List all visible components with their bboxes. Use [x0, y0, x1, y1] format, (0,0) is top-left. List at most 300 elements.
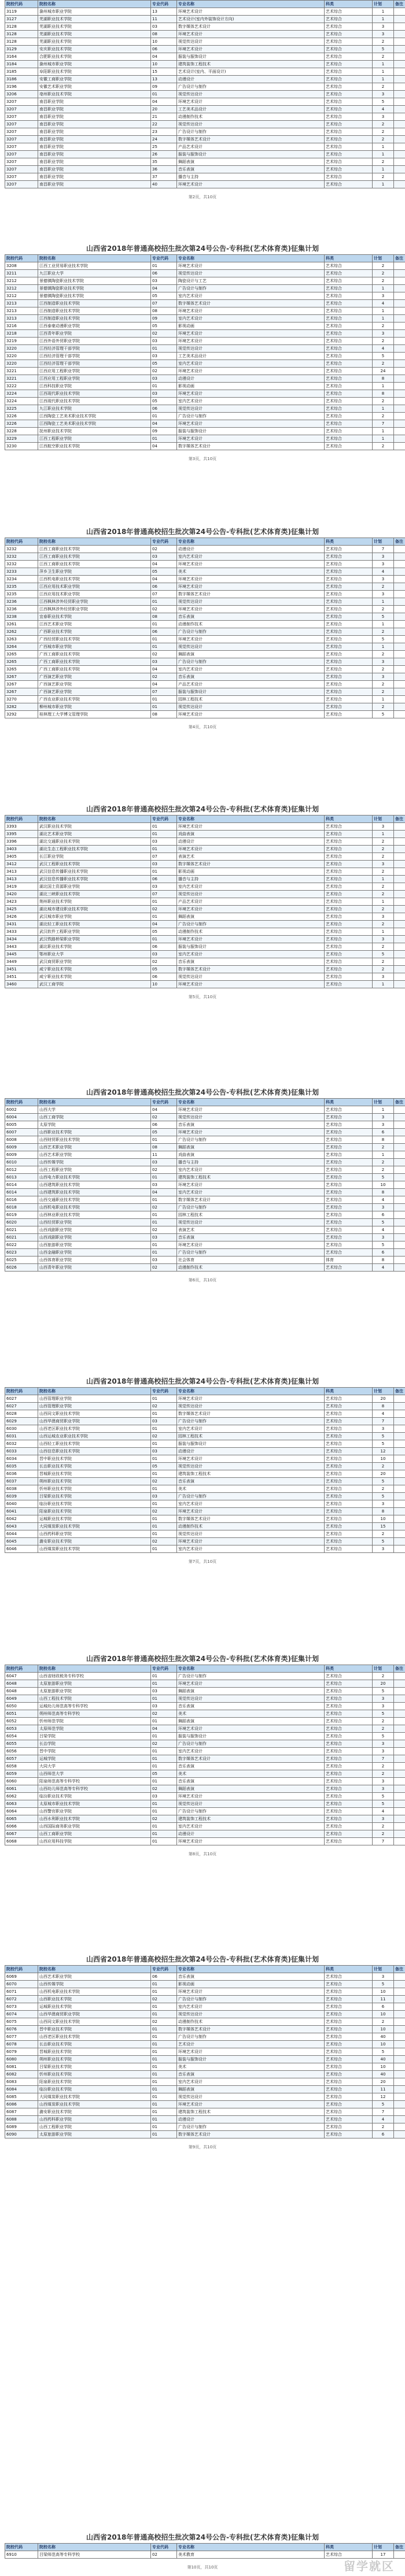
cell-subject: 艺术综合	[325, 2086, 373, 2093]
cell-subject: 艺术综合	[325, 2018, 373, 2026]
cell-subject: 艺术综合	[325, 1249, 373, 1257]
cell-school-name: 宜春职业技术学院	[38, 613, 151, 621]
header-subject: 科类	[325, 1966, 373, 1973]
page-footer	[0, 1559, 405, 1565]
table-row	[5, 323, 405, 330]
cell-major-code: 02	[151, 546, 177, 553]
cell-school-name: 山西同文职业技术学院	[38, 1410, 151, 1418]
cell-subject: 艺术综合	[325, 285, 373, 292]
cell-major-name: 服装与服饰设计	[177, 1440, 325, 1448]
cell-major-code: 23	[151, 128, 177, 136]
cell-subject: 艺术综合	[325, 1823, 373, 1830]
cell-school-name: 太原师范学院	[38, 1725, 151, 1733]
cell-note	[394, 38, 405, 46]
cell-school-code: 6064	[5, 1808, 38, 1815]
cell-school-name: 湖北生态工程职业技术学院	[38, 846, 151, 853]
cell-school-code: 3413	[5, 868, 38, 876]
cell-school-code: 3265	[5, 666, 38, 673]
cell-major-name: 表演艺术	[177, 853, 325, 861]
cell-subject: 艺术综合	[325, 1710, 373, 1718]
table-row	[5, 91, 405, 98]
table-row	[5, 1433, 405, 1440]
cell-school-name: 山西林业职业技术学院	[38, 1211, 151, 1219]
header-school-name: 院校名称	[38, 255, 151, 262]
cell-note	[394, 1500, 405, 1508]
cell-major-code: 03	[151, 1448, 177, 1455]
cell-school-code: 3292	[5, 711, 38, 718]
header-school-name: 院校名称	[38, 816, 151, 823]
cell-major-code: 04	[151, 285, 177, 292]
cell-major-code: 01	[151, 1800, 177, 1808]
footer-suffix: 页，共10页	[195, 2145, 217, 2149]
cell-subject: 艺术综合	[325, 1478, 373, 1485]
cell-school-name: 山西电力职业技术学院	[38, 1174, 151, 1181]
cell-school-name: 南昌职业学院	[38, 181, 151, 188]
table-row	[5, 1463, 405, 1470]
cell-school-code: 6043	[5, 1523, 38, 1530]
table-row	[5, 846, 405, 853]
cell-major-name: 视觉传达设计	[177, 38, 325, 46]
cell-subject: 艺术综合	[325, 1166, 373, 1174]
cell-major-name: 广告设计与制作	[177, 128, 325, 136]
cell-subject: 艺术综合	[325, 1740, 373, 1748]
cell-school-name: 山西煤炭职业技术学院	[38, 2101, 151, 2108]
cell-major-code: 01	[151, 2011, 177, 2018]
cell-plan: 1	[373, 307, 394, 315]
cell-plan: 2	[373, 883, 394, 891]
cell-major-name: 环境艺术设计	[177, 368, 325, 375]
cell-major-name: 环境艺术设计	[177, 307, 325, 315]
cell-plan: 7	[373, 1838, 394, 1845]
cell-plan: 2	[373, 846, 394, 853]
cell-major-name: 数字媒体艺术设计	[177, 300, 325, 307]
footer-prefix: 第	[188, 457, 193, 461]
cell-school-name: 江西经济管理干部学院	[38, 345, 151, 353]
cell-note	[394, 1226, 405, 1234]
cell-major-name: 工艺美术品设计	[177, 353, 325, 360]
cell-subject: 艺术综合	[325, 666, 373, 673]
footer-prefix: 第	[188, 195, 193, 199]
cell-plan: 2	[373, 2123, 394, 2131]
cell-major-name: 数字媒体艺术设计	[177, 2026, 325, 2033]
cell-major-name: 音乐表演	[177, 1478, 325, 1485]
cell-school-code: 6039	[5, 1493, 38, 1500]
cell-plan: 2	[373, 688, 394, 696]
cell-note	[394, 1808, 405, 1815]
table-row	[5, 906, 405, 913]
cell-major-code: 01	[151, 1981, 177, 1988]
cell-subject: 艺术综合	[325, 1114, 373, 1121]
cell-subject: 艺术综合	[325, 1440, 373, 1448]
cell-note	[394, 307, 405, 315]
table-row	[5, 621, 405, 628]
cell-school-name: 合肥职业技术学院	[38, 53, 151, 61]
cell-subject: 艺术综合	[325, 383, 373, 390]
cell-major-code: 08	[151, 1144, 177, 1151]
header-major-code: 专业代码	[151, 255, 177, 262]
cell-major-code: 03	[151, 277, 177, 285]
cell-school-code: 3425	[5, 906, 38, 913]
cell-plan: 1	[373, 143, 394, 151]
cell-subject: 艺术综合	[325, 681, 373, 688]
cell-school-name: 山西应用科技学院	[38, 1838, 151, 1845]
cell-plan: 5	[373, 2101, 394, 2108]
cell-major-name: 动漫制作技术	[177, 1523, 325, 1530]
cell-note	[394, 61, 405, 68]
cell-major-code: 11	[151, 16, 177, 23]
cell-major-name: 室内艺术设计	[177, 315, 325, 323]
cell-note	[394, 83, 405, 91]
cell-major-code: 04	[151, 666, 177, 673]
cell-major-code: 03	[151, 375, 177, 383]
cell-subject: 艺术综合	[325, 1159, 373, 1166]
cell-school-name: 大同大学	[38, 1763, 151, 1770]
table-body	[5, 1106, 405, 1272]
cell-major-name: 室内艺术设计	[177, 1748, 325, 1755]
cell-major-code: 03	[151, 1418, 177, 1425]
cell-school-code: 6066	[5, 1823, 38, 1830]
table-row	[5, 1219, 405, 1226]
cell-school-name: 芜湖职业技术学院	[38, 16, 151, 23]
cell-major-name: 动漫设计	[177, 76, 325, 83]
cell-major-name: 建筑装饰工程技术	[177, 2108, 325, 2116]
cell-school-code: 3229	[5, 435, 38, 443]
cell-plan: 3	[373, 31, 394, 38]
header-school-code: 院校代码	[5, 1099, 38, 1106]
table-header-row	[5, 1665, 405, 1673]
cell-school-name: 南昌职业学院	[38, 98, 151, 106]
cell-school-code: 6086	[5, 2101, 38, 2108]
table-row	[5, 1226, 405, 1234]
cell-plan: 20	[373, 1470, 394, 1478]
cell-plan: 20	[373, 2078, 394, 2086]
table-row	[5, 1740, 405, 1748]
cell-school-name: 山西轻工职业技术学院	[38, 1440, 151, 1448]
cell-major-code: 01	[151, 1530, 177, 1538]
cell-major-code: 05	[151, 1463, 177, 1470]
cell-plan: 4	[373, 300, 394, 307]
cell-note	[394, 666, 405, 673]
footer-prefix: 第	[187, 2565, 192, 2570]
cell-note	[394, 2018, 405, 2026]
cell-school-name: 江西陶瓷工艺美术职业技术学院	[38, 420, 151, 428]
cell-subject: 艺术综合	[325, 330, 373, 338]
cell-major-name: 动漫设计	[177, 2116, 325, 2123]
header-major-name: 专业名称	[177, 255, 325, 262]
cell-note	[394, 143, 405, 151]
cell-major-name: 建筑装饰工程技术	[177, 1470, 325, 1478]
cell-plan: 8	[373, 375, 394, 383]
cell-major-code: 01	[151, 1733, 177, 1740]
cell-major-name: 环境艺术设计	[177, 262, 325, 270]
footer-suffix: 页，共10页	[195, 1852, 217, 1856]
cell-note	[394, 2026, 405, 2033]
cell-major-code: 01	[151, 823, 177, 831]
cell-major-code: 24	[151, 136, 177, 143]
cell-plan: 10	[373, 1515, 394, 1523]
table-row	[5, 891, 405, 898]
table-row	[5, 1174, 405, 1181]
cell-subject: 艺术综合	[325, 1455, 373, 1463]
cell-note	[394, 838, 405, 846]
cell-major-code: 20	[151, 106, 177, 113]
cell-note	[394, 696, 405, 703]
cell-school-name: 湖北交通职业技术学院	[38, 838, 151, 846]
cell-major-name: 环境艺术设计	[177, 561, 325, 568]
cell-major-code: 06	[151, 628, 177, 636]
cell-major-code: 01	[151, 2078, 177, 2086]
cell-school-name: 山西职业技术学院	[38, 1996, 151, 2003]
table-row	[5, 1204, 405, 1211]
cell-plan: 3	[373, 973, 394, 981]
cell-major-code: 04	[151, 1189, 177, 1196]
cell-note	[394, 98, 405, 106]
cell-school-name: 晋城职业技术学院	[38, 2048, 151, 2056]
cell-school-name: 山西体育职业学院	[38, 1257, 151, 1264]
cell-school-code: 3216	[5, 323, 38, 330]
cell-major-name: 音乐表演	[177, 1703, 325, 1710]
cell-plan: 2	[373, 1485, 394, 1493]
cell-note	[394, 673, 405, 681]
cell-major-code: 02	[151, 1433, 177, 1440]
cell-note	[394, 1718, 405, 1725]
cell-subject: 艺术综合	[325, 1545, 373, 1553]
cell-major-code: 06	[151, 583, 177, 591]
cell-major-name: 广告设计与制作	[177, 1493, 325, 1500]
table-row	[5, 1257, 405, 1264]
cell-school-name: 吕梁职业技术学院	[38, 2063, 151, 2071]
table-row	[5, 1996, 405, 2003]
table-row	[5, 2101, 405, 2108]
cell-major-code: 01	[151, 2101, 177, 2108]
cell-subject: 艺术综合	[325, 2071, 373, 2078]
header-subject: 科类	[325, 2544, 373, 2551]
document-page	[0, 1376, 405, 1565]
cell-school-name: 山西煤炭职业技术学院	[38, 1545, 151, 1553]
cell-plan: 4	[373, 345, 394, 353]
cell-major-code: 15	[151, 68, 177, 76]
cell-major-code: 06	[151, 973, 177, 981]
cell-plan: 2	[373, 666, 394, 673]
cell-school-name: 南昌职业学院	[38, 158, 151, 166]
header-school-name: 院校名称	[38, 538, 151, 546]
cell-subject: 艺术综合	[325, 1144, 373, 1151]
cell-plan: 2	[373, 1530, 394, 1538]
footer-suffix: 页，共10页	[195, 195, 217, 199]
cell-subject: 艺术综合	[325, 913, 373, 921]
cell-major-code: 21	[151, 113, 177, 121]
cell-school-name: 山西交通职业技术学院	[38, 1196, 151, 1204]
cell-plan: 1	[373, 928, 394, 936]
cell-major-code: 01	[151, 2071, 177, 2078]
cell-note	[394, 2056, 405, 2063]
cell-major-code: 01	[151, 2026, 177, 2033]
cell-major-code: 02	[151, 1785, 177, 1793]
cell-note	[394, 1755, 405, 1763]
cell-major-name: 环境艺术设计	[177, 1680, 325, 1688]
cell-note	[394, 383, 405, 390]
cell-plan: 2	[373, 628, 394, 636]
footer-page-number: 5	[192, 995, 196, 999]
table-row	[5, 292, 405, 300]
cell-school-name: 芜湖职业技术学院	[38, 38, 151, 46]
cell-note	[394, 1196, 405, 1204]
table-row	[5, 703, 405, 711]
table-body	[5, 1973, 405, 2138]
cell-note	[394, 1515, 405, 1523]
cell-major-name: 室内艺术设计	[177, 1823, 325, 1830]
cell-plan: 4	[373, 568, 394, 576]
cell-plan: 2	[373, 838, 394, 846]
cell-major-name: 视觉传达设计	[177, 1463, 325, 1470]
cell-school-code: 3207	[5, 136, 38, 143]
cell-plan: 1	[373, 876, 394, 883]
cell-school-name: 山西青年职业学院	[38, 1264, 151, 1272]
cell-school-code: 3232	[5, 546, 38, 553]
cell-subject: 艺术综合	[325, 1106, 373, 1114]
cell-subject: 艺术综合	[325, 553, 373, 561]
cell-note	[394, 913, 405, 921]
cell-major-name: 园林工程技术	[177, 1211, 325, 1219]
cell-subject: 艺术综合	[325, 598, 373, 606]
cell-school-code: 6067	[5, 1830, 38, 1838]
cell-major-name: 动漫设计	[177, 1830, 325, 1838]
cell-major-name: 播音与主持	[177, 876, 325, 883]
table-row	[5, 1680, 405, 1688]
cell-school-name: 吕梁学院	[38, 1733, 151, 1740]
document-page	[0, 526, 405, 730]
cell-major-name: 戏曲表演	[177, 831, 325, 838]
cell-note	[394, 166, 405, 173]
cell-plan: 5	[373, 1174, 394, 1181]
cell-school-name: 大同煤炭职业技术学院	[38, 1523, 151, 1530]
cell-school-name: 江西经济管理干部学院	[38, 360, 151, 368]
cell-major-code: 02	[151, 1478, 177, 1485]
cell-major-name: 广告设计与制作	[177, 1673, 325, 1680]
cell-note	[394, 553, 405, 561]
cell-major-code: 01	[151, 696, 177, 703]
header-school-code: 院校代码	[5, 1, 38, 8]
cell-major-code: 07	[151, 688, 177, 696]
cell-major-code: 01	[151, 1410, 177, 1418]
cell-major-name: 动漫设计	[177, 1448, 325, 1455]
cell-plan: 7	[373, 420, 394, 428]
cell-note	[394, 958, 405, 966]
cell-subject: 艺术综合	[325, 891, 373, 898]
cell-note	[394, 121, 405, 128]
cell-school-name: 山西财贸职业技术学院	[38, 1136, 151, 1144]
cell-major-code: 02	[151, 1815, 177, 1823]
cell-major-name: 音乐表演	[177, 613, 325, 621]
cell-plan: 2	[373, 158, 394, 166]
cell-school-name: 运城幼儿师范高等专科学校	[38, 1703, 151, 1710]
cell-subject: 艺术综合	[325, 1808, 373, 1815]
cell-school-name: 景德镇陶瓷职业技术学院	[38, 277, 151, 285]
cell-plan: 6	[373, 1129, 394, 1136]
cell-major-name: 数字媒体艺术设计	[177, 1410, 325, 1418]
cell-plan: 2	[373, 966, 394, 973]
cell-major-code: 02	[151, 1710, 177, 1718]
cell-school-code: 3431	[5, 921, 38, 928]
cell-school-code: 3267	[5, 688, 38, 696]
table-row	[5, 2018, 405, 2026]
cell-school-name: 滁州城市职业学院	[38, 8, 151, 16]
footer-suffix: 页，共10页	[196, 2565, 218, 2570]
header-school-name: 院校名称	[38, 2544, 151, 2551]
table-row	[5, 420, 405, 428]
cell-plan: 3	[373, 1740, 394, 1748]
cell-school-name: 南昌职业学院	[38, 113, 151, 121]
table-row	[5, 435, 405, 443]
cell-major-code: 01	[151, 1136, 177, 1144]
cell-school-code: 3393	[5, 823, 38, 831]
cell-major-code: 07	[151, 853, 177, 861]
cell-plan: 3	[373, 1500, 394, 1508]
cell-school-name: 桂林理工大学博文管理学院	[38, 711, 151, 718]
cell-school-code: 3220	[5, 345, 38, 353]
cell-plan: 1	[373, 898, 394, 906]
cell-note	[394, 1219, 405, 1226]
header-note: 备注	[394, 255, 405, 262]
cell-major-code: 02	[151, 606, 177, 613]
cell-subject: 艺术综合	[325, 1770, 373, 1778]
table-row	[5, 936, 405, 943]
cell-major-name: 美术	[177, 1710, 325, 1718]
cell-school-code: 3213	[5, 307, 38, 315]
cell-plan: 2	[373, 338, 394, 345]
cell-note	[394, 981, 405, 988]
cell-school-code: 3419	[5, 883, 38, 891]
cell-plan: 1	[373, 428, 394, 435]
cell-school-code: 3267	[5, 681, 38, 688]
cell-subject: 艺术综合	[325, 151, 373, 158]
cell-major-name: 环境艺术设计	[177, 1455, 325, 1463]
cell-note	[394, 891, 405, 898]
cell-major-name: 环境艺术设计	[177, 1988, 325, 1996]
header-major-name: 专业名称	[177, 538, 325, 546]
table-row	[5, 1448, 405, 1455]
table-header-row	[5, 1099, 405, 1106]
table-row	[5, 1234, 405, 1241]
cell-subject: 艺术综合	[325, 1748, 373, 1755]
cell-plan: 5	[373, 1981, 394, 1988]
cell-major-code: 02	[151, 368, 177, 375]
cell-subject: 艺术综合	[325, 158, 373, 166]
cell-school-name: 山西工程技术学院	[38, 1695, 151, 1703]
cell-major-code: 01	[151, 1500, 177, 1508]
cell-major-code: 06	[151, 943, 177, 951]
cell-major-name: 视觉传达设计	[177, 2093, 325, 2101]
cell-school-name: 晋中职业技术学院	[38, 2026, 151, 2033]
cell-school-name: 吕梁师范高等专科学校	[38, 2551, 151, 2559]
table-row	[5, 711, 405, 718]
table-row	[5, 1815, 405, 1823]
cell-note	[394, 906, 405, 913]
table-row	[5, 1838, 405, 1845]
cell-subject: 艺术综合	[325, 1763, 373, 1770]
cell-school-code: 3236	[5, 598, 38, 606]
table-row	[5, 345, 405, 353]
cell-note	[394, 420, 405, 428]
cell-school-code: 3196	[5, 83, 38, 91]
table-row	[5, 405, 405, 413]
cell-note	[394, 300, 405, 307]
cell-note	[394, 1785, 405, 1793]
cell-major-name: 音乐表演	[177, 673, 325, 681]
cell-plan: 2	[373, 703, 394, 711]
cell-major-code: 10	[151, 61, 177, 68]
cell-subject: 艺术综合	[325, 981, 373, 988]
